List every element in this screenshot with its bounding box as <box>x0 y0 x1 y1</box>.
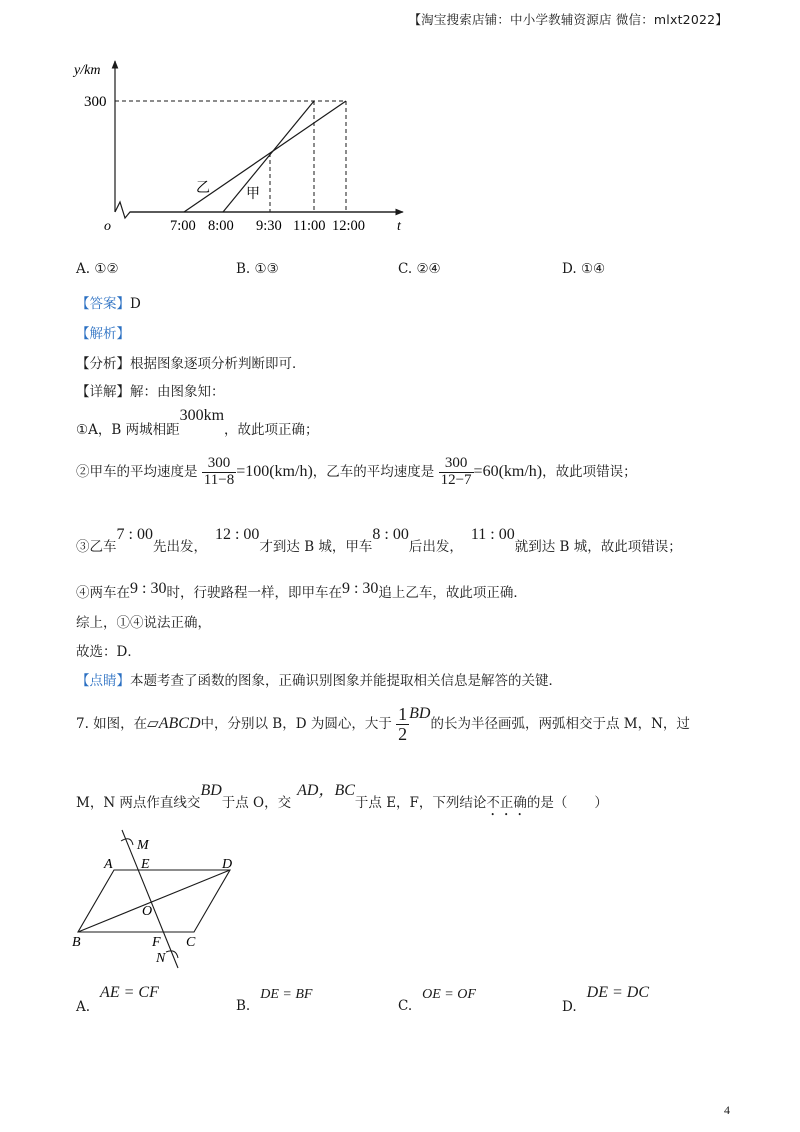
x-tick-800: 8:00 <box>208 218 234 234</box>
step-3: ③乙车7 : 00先出发，12 : 00才到达 B 城，甲车8 : 00后出发，11 : 00就到达 B 城，故此项错误； <box>76 526 682 555</box>
q6-option-b: B. ①③ <box>236 261 279 277</box>
xiangjie-line: 【详解】解：由图象知： <box>76 384 225 400</box>
q7-option-d: D.DE = DC <box>562 984 649 1015</box>
page-number: 4 <box>724 1103 730 1117</box>
label-d: D <box>222 857 233 872</box>
fraction-jia: $\frac{300}{11-8}$ <box>203 455 235 488</box>
x-tick-930: 9:30 <box>256 218 282 234</box>
q7-option-a: A.AE = CF <box>76 984 159 1015</box>
label-b: B <box>72 935 81 950</box>
q6-option-c: C. ②④ <box>398 261 441 277</box>
x-axis-label: t <box>397 219 401 234</box>
line-mn <box>122 830 178 968</box>
q7-option-c: C.OE = OF <box>398 987 476 1014</box>
step-4: ④两车在9 : 30时，行驶路程一样，即甲车在9 : 30追上乙车，故此项正确． <box>76 580 527 601</box>
x-axis-break <box>115 202 400 218</box>
step-1: ①A，B 两城相距300km，故此项正确； <box>76 407 319 438</box>
q7-line-1: 7. 如图，在▱ABCD中，分别以 B，D 为圆心，大于 $\frac{1}{2}$ BD的长为半径画弧，两弧相交于点 M，N，过 <box>76 704 690 744</box>
q6-option-a: A. ①② <box>76 261 119 277</box>
negation-emphasis: 不正确 <box>486 795 527 811</box>
label-f: F <box>152 935 161 950</box>
parallelogram-figure <box>66 828 246 976</box>
step-2: ②甲车的平均速度是 $\frac{300}{11-8}$ =100(km/h)，乙车的平均速度是 $\frac{300}{12-7}$ =60(km/h)，故此项错误； <box>76 455 637 488</box>
line-jia <box>223 101 314 212</box>
label-c: C <box>186 935 196 950</box>
x-tick-1200: 12:00 <box>332 218 366 234</box>
watermark: 【淘宝搜索店铺：中小学教辅资源店 微信：mlxt2022】 <box>408 12 728 27</box>
label-jia: 甲 <box>246 187 260 202</box>
label-n: N <box>156 951 166 966</box>
fenxi-line: 【分析】根据图象逐项分析判断即可． <box>76 356 306 372</box>
y-tick-300: 300 <box>84 94 107 110</box>
q7-option-b: B.DE = BF <box>236 987 313 1014</box>
analysis-label: 【解析】 <box>76 326 130 342</box>
diagonal-bd <box>78 870 230 932</box>
summary-line: 综上，①④说法正确， <box>76 615 211 631</box>
fraction-yi: $\frac{300}{12-7}$ <box>440 455 472 488</box>
x-tick-1100: 11:00 <box>293 218 326 234</box>
fraction-half: $\frac{1}{2}$ <box>398 704 408 744</box>
label-m: M <box>137 838 149 853</box>
label-o: O <box>142 904 153 919</box>
distance-time-graph <box>60 55 420 240</box>
x-tick-700: 7:00 <box>170 218 196 234</box>
y-axis-label: y/km <box>74 63 101 78</box>
label-yi: 乙 <box>196 181 210 196</box>
origin-label: o <box>104 219 111 234</box>
label-e: E <box>141 857 150 872</box>
q6-option-d: D. ①④ <box>562 261 606 277</box>
q7-line-2: M，N 两点作直线交BD于点 O，交AD，BC于点 E，F，下列结论不正确的是（ ） <box>76 782 608 811</box>
answer-line: 【答案】D <box>76 296 141 312</box>
choose-line: 故选：D． <box>76 644 141 660</box>
label-a: A <box>104 857 113 872</box>
dianjing-line: 【点睛】本题考查了函数的图象，正确识别图象并能提取相关信息是解答的关键． <box>76 673 562 689</box>
